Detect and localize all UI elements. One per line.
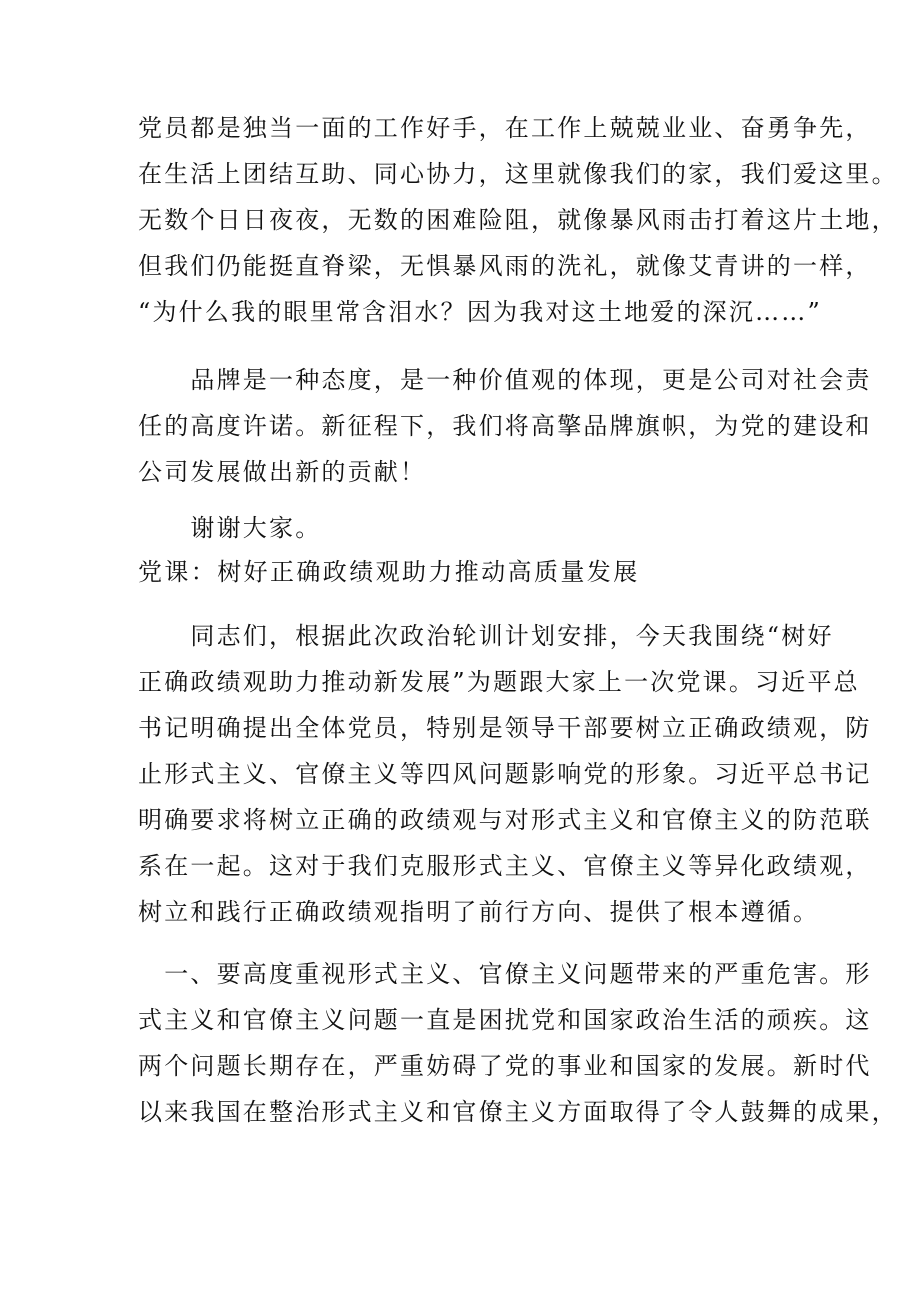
text-line: 无数个日日夜夜，无数的困难险阻，就像暴风雨击打着这片土地， [138,206,898,234]
text-line: 正确政绩观助力推动新发展”为题跟大家上一次党课。习近平总 [138,668,860,696]
text-line: “为什么我的眼里常含泪水？因为我对这土地爱的深沉……” [138,298,822,326]
text-line: 式主义和官僚主义问题一直是困扰党和国家政治生活的顽疾。这 [138,1006,872,1034]
text-line: 书记明确提出全体党员，特别是领导干部要树立正确政绩观，防 [138,714,872,742]
heading-title: 党课：树好正确政绩观助力推动高质量发展 [138,558,640,586]
text-line: 树立和践行正确政绩观指明了前行方向、提供了根本遵循。 [138,898,820,926]
paragraph-brand [138,357,872,495]
text-line: 两个问题长期存在，严重妨碍了党的事业和国家的发展。新时代 [138,1052,872,1080]
section-heading [138,549,788,595]
text-line: 明确要求将树立正确的政绩观与对形式主义和官僚主义的防范联 [138,806,872,834]
text-line: 公司发展做出新的贡献！ [138,458,427,486]
paragraph-closing-story [138,105,898,335]
text-line: 同志们，根据此次政治轮训计划安排，今天我围绕“树好 [138,622,834,650]
text-line: 一、要高度重视形式主义、官僚主义问题带来的严重危害。形 [138,960,872,988]
text-line: 系在一起。这对于我们克服形式主义、官僚主义等异化政绩观， [138,852,872,880]
paragraph-intro [138,613,872,935]
text-line: 任的高度许诺。新征程下，我们将高擎品牌旗帜，为党的建设和 [138,412,872,440]
paragraph-thanks [138,505,788,551]
text-line: 止形式主义、官僚主义等四风问题影响党的形象。习近平总书记 [138,760,872,788]
text-line: 以来我国在整治形式主义和官僚主义方面取得了令人鼓舞的成果， [138,1098,898,1126]
text-line: 但我们仍能挺直脊梁，无惧暴风雨的洗礼，就像艾青讲的一样， [138,252,872,280]
text-line: 在生活上团结互助、同心协力，这里就像我们的家，我们爱这里。 [138,160,898,188]
text-line: 谢谢大家。 [138,514,322,542]
text-line: 党员都是独当一面的工作好手，在工作上兢兢业业、奋勇争先， [138,114,872,142]
paragraph-point-one [138,951,898,1135]
text-line: 品牌是一种态度，是一种价值观的体现，更是公司对社会责 [138,366,872,394]
